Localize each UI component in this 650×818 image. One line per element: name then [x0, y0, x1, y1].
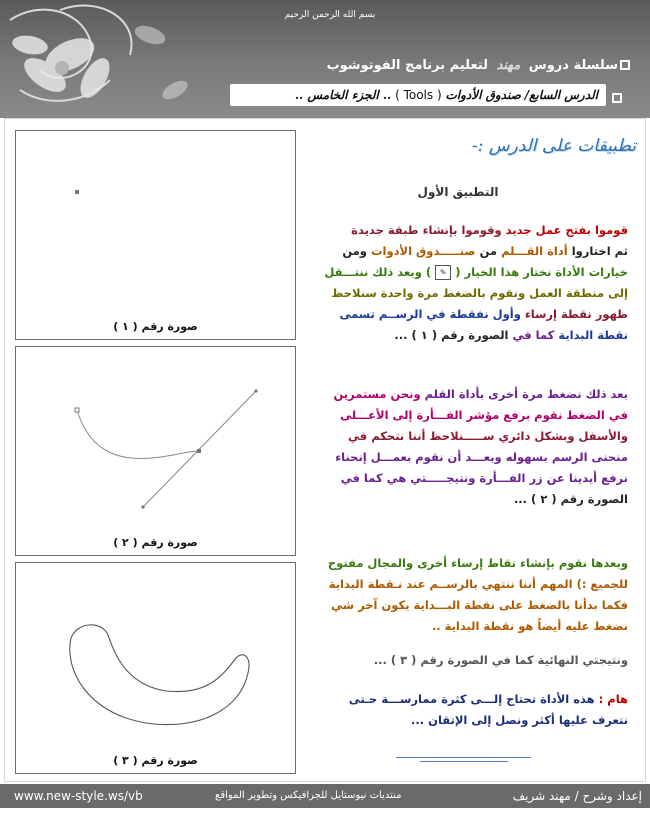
lesson-part: .. الجزء الخامس ..: [294, 88, 392, 102]
important-label: هام :: [598, 692, 628, 706]
p1-text: ثم اختاروا: [571, 244, 628, 258]
author-logo: مهند: [496, 58, 521, 73]
curve-drawing: [16, 347, 295, 555]
paragraph-3: [318, 553, 628, 637]
p1-text: ) وبعد ذلك ننتـــقل: [324, 265, 432, 279]
separator-line: [420, 761, 508, 762]
lesson-bar: [230, 84, 606, 106]
image-caption: صورة رقم ( ٢ ): [113, 536, 198, 549]
lesson-tools: ( Tools ): [395, 88, 442, 102]
p1-text: صنـــــدوق الأدوات: [370, 244, 476, 258]
p2-text: منحنى الرسم بسهوله وبعـــد أن نقوم بعمـــل إنحناء: [335, 450, 628, 464]
p1-text: نقطة البداية: [558, 328, 628, 342]
pen-option-icon: ✎: [435, 265, 451, 280]
p1-text: ومن: [342, 244, 367, 258]
paragraph-2: [318, 384, 628, 510]
p1-text: وأول نفقطة في الرســم تسمى: [339, 307, 521, 321]
image-caption: صورة رقم ( ١ ): [113, 320, 198, 333]
p2-text: والأسفل وبشكل دائري: [498, 429, 628, 443]
p3-text: وبعدها نقوم بإنشاء نقاط إرساء أخرى والمجال مفتوح: [327, 556, 628, 570]
p4-text: ونتيجتي النهائية كما في الصورة رقم ( ٣ ) ...: [373, 653, 628, 667]
forum-name: منتديات نيوستايل للجرافيكس وتطوير المواقع: [215, 790, 402, 801]
separator-line: [396, 757, 531, 758]
site-url-link[interactable]: www.new-style.ws/vb: [14, 789, 143, 803]
applications-title: تطبيقات على الدرس :-: [471, 136, 636, 156]
image-caption: صورة رقم ( ٣ ): [113, 754, 198, 767]
p5-text: نتعرف عليها أكثر ونصل إلى الإتقان ...: [411, 713, 628, 727]
p1-text: أداة القـــلم: [501, 244, 568, 258]
flower-ornament-icon: [0, 0, 240, 118]
author-credit: إعداد وشرح / مهند شريف: [512, 789, 642, 803]
p1-text: الصورة رقم ( ١ ) ...: [394, 328, 509, 342]
series-suffix: لتعليم برنامج الفوتوشوب: [326, 58, 489, 73]
example-image-1: [15, 130, 296, 340]
p2-text: الصورة رقم ( ٢ ) ...: [513, 492, 628, 506]
series-prefix: سلسلة دروس: [528, 58, 618, 73]
first-application-heading: التطبيق الأول: [417, 185, 499, 199]
p1-text: كما في: [512, 328, 555, 342]
p2-text: في الضغط: [566, 408, 628, 422]
p2-text: نقوم برفع مؤشر الفـــأرة إلى الأعـــلى: [340, 408, 563, 422]
header-banner: [0, 0, 650, 118]
example-image-3: [15, 562, 296, 774]
p1-text: وقوموا بإنشاء طبقة جديدة: [351, 223, 502, 237]
p1-text: من: [479, 244, 498, 258]
footer-bar: [0, 784, 650, 808]
p1-text: إلى منطقة العمل ونقوم بالضغط مرة واحدة سنلاحظ: [331, 286, 628, 300]
bullet-square-icon: [612, 93, 622, 103]
p2-text: نرفع أيدينا عن زر الفـــأرة ونتيجـــــتي هي كما في: [340, 471, 628, 485]
p3-text: نضغط عليه أيضاً هو نقطة البداية ..: [431, 619, 628, 633]
p3-text: للجميع :) المهم أننا ننتهي بالرســم عند نـقطة البداية: [328, 577, 628, 591]
p1-text: خيارات الأداة نختار هذا الخيار (: [455, 265, 628, 279]
bismillah-text: بسم الله الرحمن الرحيم: [284, 10, 376, 20]
bullet-square-icon: [620, 60, 630, 70]
paragraph-1: [318, 220, 628, 346]
closed-shape-drawing: [16, 563, 295, 773]
lesson-label: الدرس السابع/: [524, 88, 598, 102]
p2-text: ونحن مستمرين: [333, 387, 421, 401]
anchor-point-drawing: [16, 131, 295, 339]
p1-text: قوموا بفتح عمل جديد: [505, 223, 628, 237]
paragraph-5: [318, 689, 628, 731]
lesson-title: صندوق الأدوات: [445, 88, 521, 102]
series-title: [327, 58, 618, 73]
example-image-2: [15, 346, 296, 556]
p2-text: ســـــنلاحظ أننا نتحكم في: [348, 429, 495, 443]
p1-text: ظهور نقطة إرساء: [524, 307, 628, 321]
p2-text: بعد ذلك نضغط مرة أخرى بأداة القلم: [424, 387, 628, 401]
p3-text: فكما بدأنا بالضغط على نقطة البـــداية يكون آخر شي: [331, 598, 628, 612]
paragraph-4: [318, 650, 628, 671]
p5-text: هذه الأداة تحتاج إلـــى كثرة ممارســـة حـتى: [348, 692, 595, 706]
